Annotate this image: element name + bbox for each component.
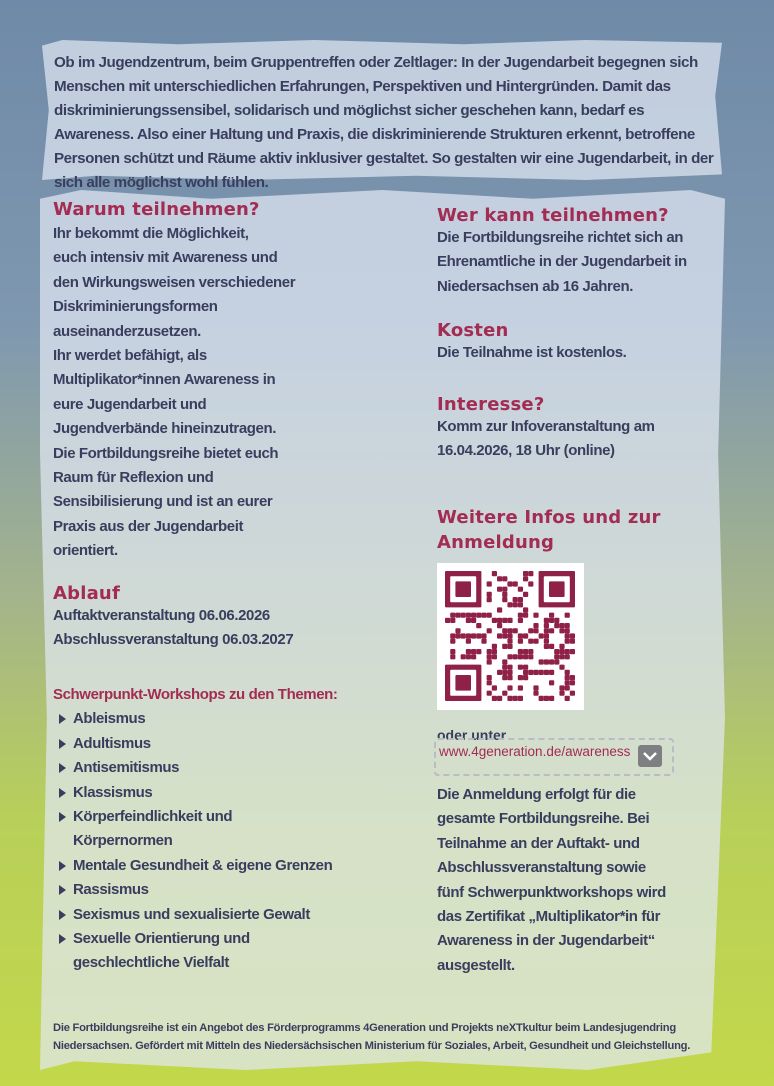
who-line: Niedersachsen ab 16 Jahren. [437, 277, 633, 295]
why-line: Ihr werdet befähigt, als [53, 347, 207, 365]
schedule-heading: Ablauf [53, 583, 120, 604]
topic-label: Adultismus [73, 734, 151, 752]
why-heading: Warum teilnehmen? [53, 199, 260, 220]
list-item [53, 878, 393, 902]
interest-heading: Interesse? [437, 394, 545, 415]
dropdown-button[interactable] [638, 745, 662, 767]
why-section [53, 199, 383, 564]
cost-section [437, 320, 737, 365]
schedule-section [53, 583, 383, 653]
why-line: Multiplikator*innen Awareness in [53, 371, 276, 389]
why-line: Raum für Reflexion und [53, 469, 214, 487]
why-line: Die Fortbildungsreihe bietet euch [53, 444, 279, 462]
who-text [437, 226, 737, 299]
interest-text [437, 415, 737, 464]
registration-line: das Zertifikat „Multiplikator*in für [437, 908, 661, 926]
qr-code-icon[interactable] [437, 563, 584, 710]
interest-line: 16.04.2026, 18 Uhr (online) [437, 442, 615, 460]
workshops-list [53, 707, 393, 975]
topic-label: Mentale Gesundheit & eigene Grenzen [73, 856, 333, 874]
topic-label: Klassismus [73, 783, 153, 801]
intro-text: Ob im Jugendzentrum, beim Gruppentreffen oder Zeltlager: In der Jugendarbeit begegnen sich Menschen mit unterschiedlichen Erfahrungen, Perspektiven und Hintergründen. Damit das diskriminierungssensibel, solidarisch und möglichst sicher geschehen kann, bedarf es Awareness. Also einer Haltung und Praxis, die diskriminierende Strukturen erkennt, betroffene Personen schützt und Räume aktiv inklusiver gestaltet. So gestalten wir eine Jugendarbeit, in der sich alle möglichst wohl fühlen. [54, 54, 714, 191]
registration-text [437, 783, 737, 978]
schedule-text [53, 604, 383, 653]
url-label: oder unter [437, 727, 507, 743]
why-line: Ihr bekommt die Möglichkeit, [53, 225, 249, 242]
chevron-down-icon [638, 745, 662, 767]
why-line: auseinanderzusetzen. [53, 322, 201, 340]
why-line: Jugendverbände hineinzutragen. [53, 420, 277, 438]
registration-line: fünf Schwerpunktworkshops wird [437, 883, 666, 901]
topic-label: Rassismus [73, 881, 149, 899]
who-section [437, 205, 737, 299]
list-item [53, 927, 393, 976]
list-item [53, 732, 393, 756]
why-text [53, 222, 383, 564]
registration-line: Abschlussveranstaltung sowie [437, 859, 646, 877]
who-heading: Wer kann teilnehmen? [437, 205, 669, 226]
schedule-line: Auftaktveranstaltung 06.06.2026 [53, 607, 270, 624]
why-line: Sensibilisierung und ist an eurer [53, 493, 273, 511]
info-heading-line: Anmeldung [437, 532, 555, 553]
topic-label: geschlechtliche Vielfalt [73, 954, 230, 972]
topic-label: Körperfeindlichkeit und [73, 808, 233, 826]
why-line: eure Jugendarbeit und [53, 395, 207, 413]
registration-line: Die Anmeldung erfolgt für die [437, 786, 636, 803]
list-item [53, 854, 393, 878]
list-item [53, 756, 393, 780]
cost-heading: Kosten [437, 320, 509, 341]
registration-line: Teilnahme an der Auftakt- und [437, 834, 640, 852]
why-line: Diskriminierungsformen [53, 298, 218, 316]
why-line: euch intensiv mit Awareness und [53, 249, 278, 267]
workshops-section [53, 683, 393, 976]
topic-label: Sexismus und sexualisierte Gewalt [73, 905, 310, 923]
list-item [53, 903, 393, 927]
list-item [53, 805, 393, 854]
interest-line: Komm zur Infoveranstaltung am [437, 418, 655, 435]
registration-link[interactable]: www.4generation.de/awareness [439, 744, 631, 759]
interest-section [437, 394, 737, 464]
footer-text: Die Fortbildungsreihe ist ein Angebot des Förderprogramms 4Generation und Projekts neXTkultur beim Landesjugendring Niedersachsen. Gefördert mit Mitteln des Niedersächsischen Ministerium für Soziales, Arbeit, Gesundheit und Gleichstellung. [53, 1022, 691, 1052]
cost-text: Die Teilnahme ist kostenlos. [437, 344, 627, 361]
topic-label: Körpernormen [73, 832, 173, 850]
workshops-heading: Schwerpunkt-Workshops zu den Themen: [53, 686, 338, 703]
topic-label: Antisemitismus [73, 759, 180, 777]
who-line: Ehrenamtliche in der Jugendarbeit in [437, 253, 687, 271]
topic-label: Sexuelle Orientierung und [73, 930, 250, 948]
registration-line: Awareness in der Jugendarbeit“ [437, 932, 655, 950]
who-line: Die Fortbildungsreihe richtet sich an [437, 229, 684, 246]
why-line: den Wirkungsweisen verschiedener [53, 273, 296, 291]
registration-line: gesamte Fortbildungsreihe. Bei [437, 810, 650, 828]
registration-line: ausgestellt. [437, 956, 515, 974]
list-item [53, 781, 393, 805]
list-item [53, 707, 393, 731]
info-heading [437, 505, 677, 555]
why-line: Praxis aus der Jugendarbeit [53, 517, 244, 535]
info-heading-line: Weitere Infos und zur [437, 507, 661, 528]
schedule-line: Abschlussveranstaltung 06.03.2027 [53, 631, 294, 649]
why-line: orientiert. [53, 542, 118, 560]
topic-label: Ableismus [73, 710, 146, 728]
